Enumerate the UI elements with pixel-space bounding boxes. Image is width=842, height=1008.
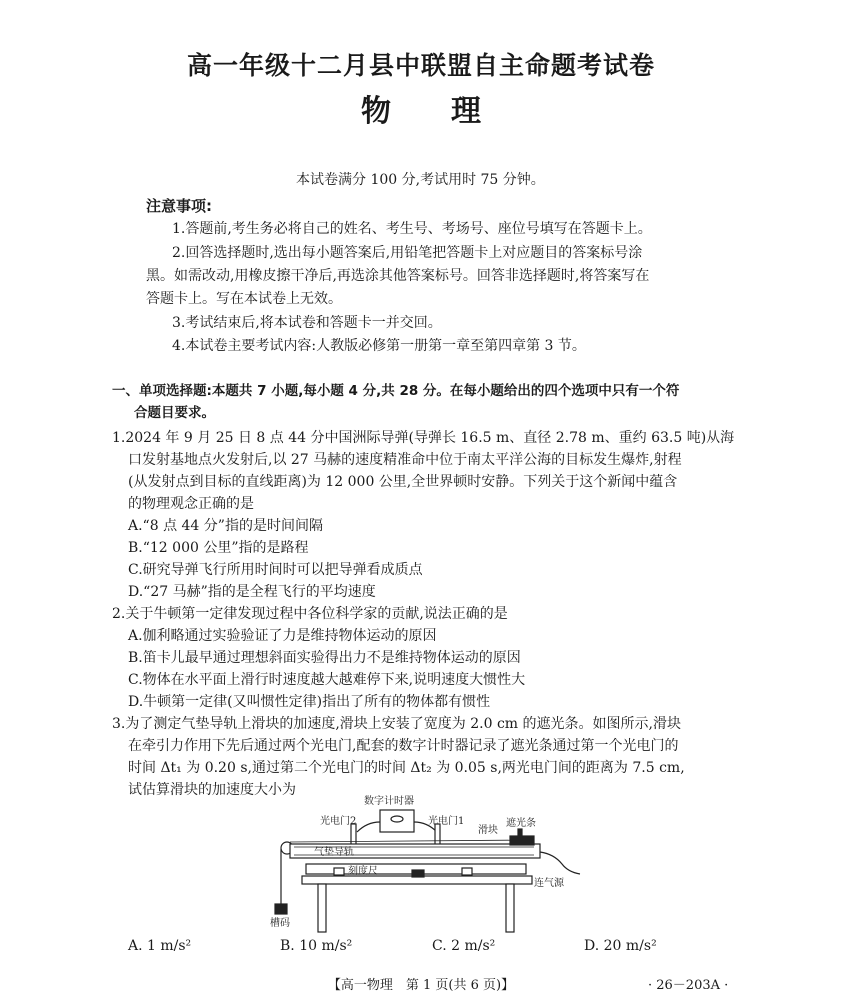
q2-option: A.伽利略通过实验验证了力是维持物体运动的原因 xyxy=(128,628,437,644)
q2-option: D.牛顿第一定律(又叫惯性定律)指出了所有的物体都有惯性 xyxy=(128,694,491,710)
score-note: 本试卷满分 100 分,考试用时 75 分钟。 xyxy=(296,172,545,188)
notice-item: 黑。如需改动,用橡皮擦干净后,再选涂其他答案标号。回答非选择题时,将答案写在 xyxy=(146,268,650,284)
air-track-figure xyxy=(262,792,592,934)
section-heading-cont: 合题目要求。 xyxy=(134,405,215,421)
notice-item: 4.本试卷主要考试内容:人教版必修第一册第一章至第四章第 3 节。 xyxy=(172,338,586,354)
label-ruler: 刻度尺 xyxy=(348,866,378,877)
paper-code: · 26－203A · xyxy=(648,978,729,993)
ruler-knob xyxy=(334,868,344,875)
section-heading: 一、单项选择题:本题共 7 小题,每小题 4 分,共 28 分。在每小题给出的四个选项中只有一个符 xyxy=(112,383,680,399)
air-hose xyxy=(540,852,580,874)
q1-stem-line: (从发射点到目标的直线距离)为 12 000 公里,全世界顿时安静。下列关于这个新闻中蕴含 xyxy=(128,474,678,490)
q1-option: D.“27 马赫”指的是全程飞行的平均速度 xyxy=(128,584,376,600)
page-footer: 【高一物理 第 1 页(共 6 页)】 xyxy=(327,978,515,993)
subject-title: 物 理 xyxy=(361,94,481,129)
q2-option: B.笛卡儿最早通过理想斜面实验得出力不是维持物体运动的原因 xyxy=(128,650,521,666)
ruler-knob xyxy=(462,868,472,875)
q2-stem: 2.关于牛顿第一定律发现过程中各位科学家的贡献,说法正确的是 xyxy=(112,606,508,622)
notice-item: 3.考试结束后,将本试卷和答题卡一并交回。 xyxy=(172,315,442,331)
q1-option: B.“12 000 公里”指的是路程 xyxy=(128,540,309,556)
q3-stem-line: 时间 Δt₁ 为 0.20 s,通过第二个光电门的时间 Δt₂ 为 0.05 s,两光电门间的距离为 7.5 cm, xyxy=(128,760,685,776)
photogate-1 xyxy=(435,824,440,846)
label-gate2: 光电门2 xyxy=(320,816,357,827)
q3-stem-line: 3.为了测定气垫导轨上滑块的加速度,滑块上安装了宽度为 2.0 cm 的遮光条。如图所示,滑块 xyxy=(112,716,681,732)
label-air: 连气源 xyxy=(534,878,564,889)
q3-option: A. 1 m/s² xyxy=(128,938,192,954)
q3-stem-line: 试估算滑块的加速度大小为 xyxy=(128,782,296,798)
q3-option: D. 20 m/s² xyxy=(584,938,657,954)
q1-stem-line: 口发射基地点火发射后,以 27 马赫的速度精准命中位于南太平洋公海的目标发生爆炸,射程 xyxy=(128,452,682,468)
timer-wire-left xyxy=(357,822,380,832)
label-timer: 数字计时器 xyxy=(364,796,414,807)
q3-option: B. 10 m/s² xyxy=(280,938,353,954)
q1-option: A.“8 点 44 分”指的是时间间隔 xyxy=(128,518,323,534)
label-track: 气垫导轨 xyxy=(314,847,354,858)
label-gate1: 光电门1 xyxy=(428,816,465,827)
table-leg-right xyxy=(506,884,514,932)
q1-stem-line: 的物理观念正确的是 xyxy=(128,496,254,512)
table-leg-left xyxy=(318,884,326,932)
q3-option: C. 2 m/s² xyxy=(432,938,496,954)
label-shade: 遮光条 xyxy=(506,818,536,829)
timer-display-icon xyxy=(391,816,403,822)
hanging-weight xyxy=(275,904,287,914)
notice-item: 答题卡上。写在本试卷上无效。 xyxy=(146,291,342,307)
photogate-2 xyxy=(351,824,356,846)
q2-option: C.物体在水平面上滑行时速度越大越难停下来,说明速度大惯性大 xyxy=(128,672,526,688)
exam-title: 高一年级十二月县中联盟自主命题考试卷 xyxy=(186,51,655,80)
q3-stem-line: 在牵引力作用下先后通过两个光电门,配套的数字计时器记录了遮光条通过第一个光电门的 xyxy=(128,738,679,754)
shading-strip xyxy=(518,829,522,837)
notice-item: 1.答题前,考生务必将自己的姓名、考生号、考场号、座位号填写在答题卡上。 xyxy=(172,221,652,237)
ruler-knob xyxy=(412,870,424,877)
label-weight: 槽码 xyxy=(270,918,290,929)
q1-option: C.研究导弹飞行所用时间时可以把导弹看成质点 xyxy=(128,562,423,578)
notice-heading: 注意事项: xyxy=(146,197,212,215)
q1-stem-line: 1.2024 年 9 月 25 日 8 点 44 分中国洲际导弹(导弹长 16.5 m、直径 2.78 m、重约 63.5 吨)从海 xyxy=(112,430,735,446)
notice-item: 2.回答选择题时,选出每小题答案后,用铅笔把答题卡上对应题目的答案标号涂 xyxy=(172,245,643,261)
label-slider: 滑块 xyxy=(478,825,498,836)
